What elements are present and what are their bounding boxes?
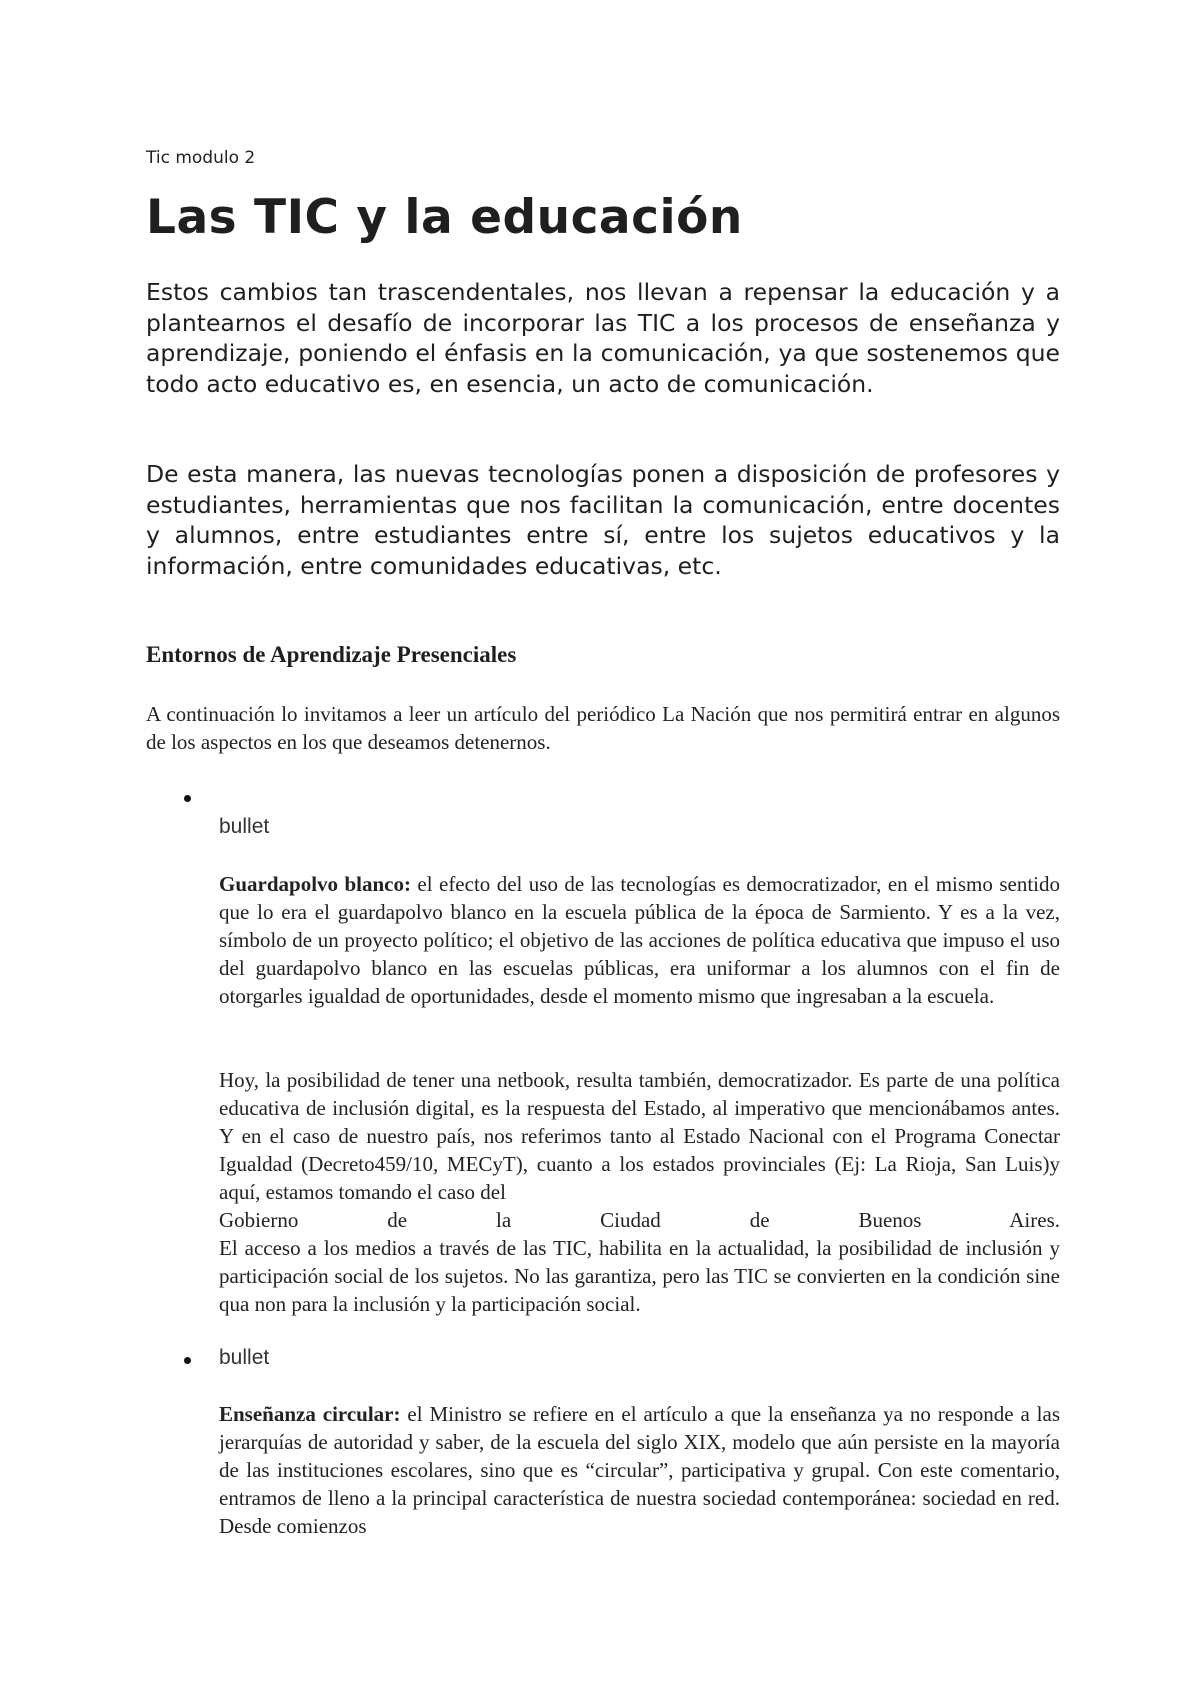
bullet-dot-icon <box>184 1357 191 1364</box>
bullet-extra-text: El acceso a los medios a través de las TIC, habilita en la actualidad, la posibilidad de inclusión y participación social de los sujetos. No las garantiza, pero las TIC se convierten en la condición sine qua non para la inclusión y la participación social. <box>219 1236 1060 1316</box>
bullet-paragraph <box>219 870 1060 1010</box>
bullet-term: Guardapolvo blanco: <box>219 872 411 896</box>
bullet-label: bullet <box>219 1346 270 1369</box>
bullet-text: el Ministro se refiere en el artículo a que la enseñanza ya no responde a las jerarquías de autoridad y saber, de la escuela del siglo XIX, modelo que aún persiste en la mayoría de las instituciones escolares, sino que es “circular”, participativa y grupal. Con este comentario, entramos de lleno a la principal característica de nuestra sociedad contemporánea: sociedad en red. Desde comienzos <box>219 1402 1060 1538</box>
bullet-extra-text: Gobierno de la Ciudad de Buenos Aires. <box>219 1208 1060 1232</box>
bullet-extra-text: Hoy, la posibilidad de tener una netbook, resulta también, democratizador. Es parte de una política educativa de inclusión digital, es la respuesta del Estado, al imperativo que mencionábamos antes. Y en el caso de nuestro país, nos referimos tanto al Estado Nacional con el Programa Conectar Igualdad (Decreto459/10, MECyT), cuanto a los estados provinciales (Ej: La Rioja, San Luis)y aquí, estamos tomando el caso del <box>219 1068 1060 1204</box>
bullet-label: bullet <box>219 815 270 838</box>
intro-paragraph: De esta manera, las nuevas tecnologías ponen a disposición de profesores y estudiantes, herramientas que nos facilitan la comunicación, entre docentes y alumnos, entre estudiantes entre sí, entre los sujetos educativos y la información, entre comunidades educativas, etc. <box>146 460 1060 580</box>
bullet-text: el efecto del uso de las tecnologías es democratizador, en el mismo sentido que lo era el guardapolvo blanco en la escuela pública de la época de Sarmiento. Y es a la vez, símbolo de un proyecto político; el objetivo de las acciones de política educativa que impuso el uso del guardapolvo blanco en las escuelas públicas, era uniformar a los alumnos con el fin de otorgarles igualdad de oportunidades, desde el momento mismo que ingresaban a la escuela. <box>219 872 1060 1008</box>
bullet-term: Enseñanza circular: <box>219 1402 401 1426</box>
bullet-paragraph <box>219 1400 1060 1540</box>
lead-paragraph: A continuación lo invitamos a leer un artículo del periódico La Nación que nos permitirá entrar en algunos de los aspectos en los que deseamos detenernos. <box>146 702 1060 754</box>
intro-paragraph: Estos cambios tan trascendentales, nos llevan a repensar la educación y a plantearnos el desafío de incorporar las TIC a los procesos de enseñanza y aprendizaje, poniendo el énfasis en la comunicación, ya que sostenemos que todo acto educativo es, en esencia, un acto de comunicación. <box>146 278 1060 398</box>
section-heading: Entornos de Aprendizaje Presenciales <box>146 642 517 667</box>
document-title: Las TIC y la educación <box>146 190 743 245</box>
bullet-paragraph <box>219 1066 1060 1318</box>
document-header-label: Tic modulo 2 <box>146 148 256 168</box>
bullet-dot-icon <box>184 795 191 802</box>
